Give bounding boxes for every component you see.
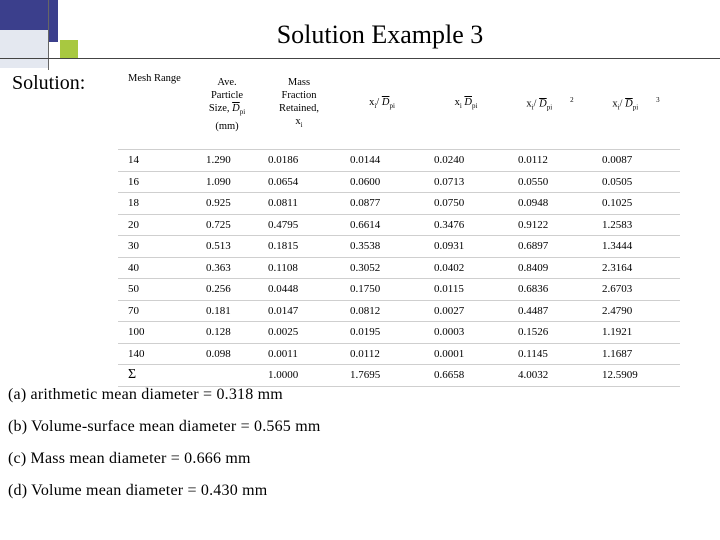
cell-mesh-range: 30 (118, 236, 196, 258)
cell-x-over-d-cubed: 0.1025 (592, 193, 680, 215)
page-title: Solution Example 3 (276, 20, 484, 49)
title-divider (0, 58, 720, 59)
cell-x-over-d-cubed: 12.5909 (592, 365, 680, 387)
cell-mesh-range: 50 (118, 279, 196, 301)
cell-x-over-d: 0.0812 (340, 300, 424, 322)
cell-particle-size: 0.725 (196, 214, 258, 236)
cell-mesh-range: 40 (118, 257, 196, 279)
cell-x-over-d-squared: 0.6836 (508, 279, 592, 301)
cell-mesh-range: 100 (118, 322, 196, 344)
cell-x-over-d-cubed: 2.4790 (592, 300, 680, 322)
cell-x-over-d-cubed: 2.3164 (592, 257, 680, 279)
cell-mass-fraction: 0.0186 (258, 150, 340, 172)
result-arithmetic-mean: (a) arithmetic mean diameter = 0.318 mm (8, 386, 283, 403)
header-x-over-d: $x_i/$ $\overline{D}_{pi}$ (340, 60, 424, 150)
cell-particle-size: 0.363 (196, 257, 258, 279)
cell-particle-size: 0.128 (196, 322, 258, 344)
cell-mass-fraction: 1.0000 (258, 365, 340, 387)
table-row (118, 171, 680, 193)
cell-mass-fraction: 0.0448 (258, 279, 340, 301)
cell-x-over-d-cubed: 1.1687 (592, 343, 680, 365)
cell-x-times-d: 0.0240 (424, 150, 508, 172)
cell-x-over-d-squared: 0.8409 (508, 257, 592, 279)
table-row (118, 150, 680, 172)
cell-particle-size: 1.090 (196, 171, 258, 193)
cell-mesh-range: 70 (118, 300, 196, 322)
solution-label: Solution: (12, 72, 86, 94)
cell-x-over-d-squared: 0.1145 (508, 343, 592, 365)
cell-mesh-range: Σ (118, 365, 196, 387)
cell-x-times-d: 0.0115 (424, 279, 508, 301)
table-row (118, 236, 680, 258)
cell-x-times-d: 0.6658 (424, 365, 508, 387)
table-row (118, 257, 680, 279)
table-row (118, 300, 680, 322)
cell-x-over-d-squared: 0.4487 (508, 300, 592, 322)
result-mass-mean: (c) Mass mean diameter = 0.666 mm (8, 450, 251, 467)
cell-x-times-d: 0.0931 (424, 236, 508, 258)
cell-mass-fraction: 0.0654 (258, 171, 340, 193)
cell-x-times-d: 0.0001 (424, 343, 508, 365)
cell-x-over-d: 0.6614 (340, 214, 424, 236)
cell-mesh-range: 14 (118, 150, 196, 172)
cell-x-over-d-squared: 0.0112 (508, 150, 592, 172)
cell-particle-size: 0.256 (196, 279, 258, 301)
cell-mass-fraction: 0.0147 (258, 300, 340, 322)
cell-particle-size: 0.098 (196, 343, 258, 365)
cell-x-over-d: 1.7695 (340, 365, 424, 387)
cell-x-times-d: 0.0402 (424, 257, 508, 279)
table-row (118, 193, 680, 215)
cell-x-times-d: 0.0713 (424, 171, 508, 193)
cell-mass-fraction: 0.1815 (258, 236, 340, 258)
cell-mesh-range: 16 (118, 171, 196, 193)
results-list (8, 384, 321, 512)
cell-x-over-d-cubed: 2.6703 (592, 279, 680, 301)
cell-mesh-range: 140 (118, 343, 196, 365)
table-row (118, 214, 680, 236)
cell-particle-size: 0.925 (196, 193, 258, 215)
cell-mass-fraction: 0.4795 (258, 214, 340, 236)
cell-x-over-d-squared: 0.1526 (508, 322, 592, 344)
cell-mass-fraction: 0.0811 (258, 193, 340, 215)
table-row (118, 343, 680, 365)
cell-x-over-d: 0.3538 (340, 236, 424, 258)
cell-x-over-d-squared: 0.0550 (508, 171, 592, 193)
cell-x-over-d: 0.0144 (340, 150, 424, 172)
cell-particle-size: 1.290 (196, 150, 258, 172)
cell-x-times-d: 0.0027 (424, 300, 508, 322)
header-mesh-range: Mesh Range (118, 60, 196, 150)
cell-x-over-d-squared: 0.9122 (508, 214, 592, 236)
header-x-over-d-cubed: $x_i/$ $\overline{D}_{pi}^3$ (592, 60, 680, 150)
cell-particle-size (196, 365, 258, 387)
header-mass-fraction: Mass Fraction Retained, $x_i$ (258, 60, 340, 150)
cell-x-over-d-cubed: 1.1921 (592, 322, 680, 344)
cell-x-over-d-squared: 0.0948 (508, 193, 592, 215)
cell-x-over-d: 0.0112 (340, 343, 424, 365)
header-x-over-d-squared: $x_i/$ $\overline{D}_{pi}^2$ (508, 60, 592, 150)
cell-x-over-d: 0.1750 (340, 279, 424, 301)
table-row (118, 279, 680, 301)
cell-x-over-d: 0.0877 (340, 193, 424, 215)
cell-x-over-d-cubed: 0.0505 (592, 171, 680, 193)
cell-x-over-d: 0.3052 (340, 257, 424, 279)
table-row (118, 322, 680, 344)
header-particle-size: Ave. Particle Size, $\overline{D}_{pi}$ (mm) (196, 60, 258, 150)
cell-x-over-d: 0.0600 (340, 171, 424, 193)
cell-x-over-d: 0.0195 (340, 322, 424, 344)
cell-x-over-d-squared: 4.0032 (508, 365, 592, 387)
cell-x-over-d-squared: 0.6897 (508, 236, 592, 258)
table-sum-row (118, 365, 680, 387)
cell-x-over-d-cubed: 1.3444 (592, 236, 680, 258)
result-volume-mean: (d) Volume mean diameter = 0.430 mm (8, 482, 268, 499)
cell-mass-fraction: 0.0025 (258, 322, 340, 344)
cell-mass-fraction: 0.0011 (258, 343, 340, 365)
cell-mesh-range: 18 (118, 193, 196, 215)
cell-particle-size: 0.181 (196, 300, 258, 322)
header-x-times-d: $x_i$ $\overline{D}_{pi}$ (424, 60, 508, 150)
result-volume-surface-mean: (b) Volume-surface mean diameter = 0.565 mm (8, 418, 321, 435)
table-header-row (118, 60, 680, 150)
cell-x-times-d: 0.3476 (424, 214, 508, 236)
cell-x-times-d: 0.0750 (424, 193, 508, 215)
cell-particle-size: 0.513 (196, 236, 258, 258)
cell-x-times-d: 0.0003 (424, 322, 508, 344)
cell-mass-fraction: 0.1108 (258, 257, 340, 279)
cell-x-over-d-cubed: 0.0087 (592, 150, 680, 172)
cell-mesh-range: 20 (118, 214, 196, 236)
cell-x-over-d-cubed: 1.2583 (592, 214, 680, 236)
particle-size-table (118, 60, 680, 387)
